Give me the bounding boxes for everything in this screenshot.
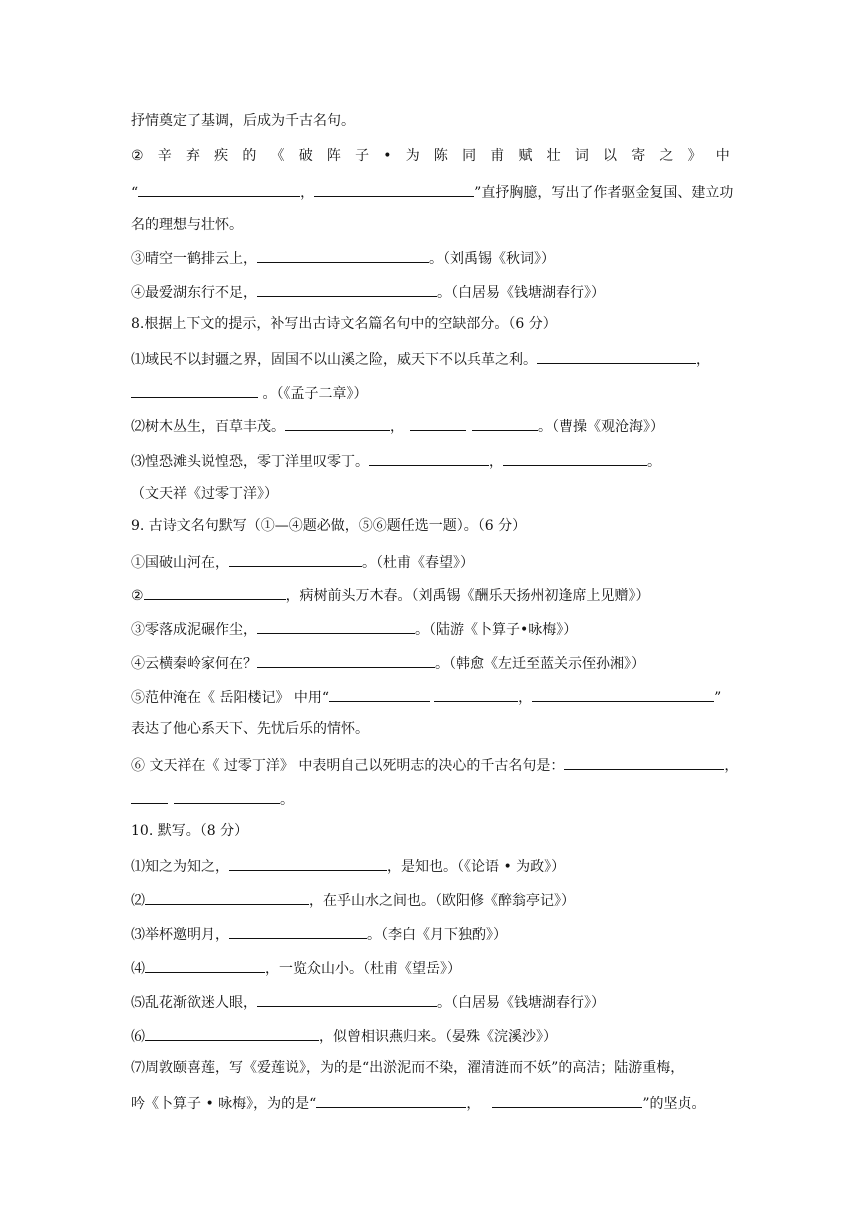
- line-text: ，是知也。（《论语 • 为政》）: [387, 859, 566, 875]
- line-char: 以: [603, 148, 618, 164]
- blank-field[interactable]: [145, 1025, 319, 1041]
- line-text: ⑶举杯邀明月，: [131, 927, 229, 943]
- text-line: [131, 215, 243, 235]
- fill-blank-line: [131, 181, 733, 203]
- fill-blank-line: [131, 348, 710, 370]
- blank-field[interactable]: [138, 181, 300, 197]
- line-text: ⑷: [131, 961, 145, 977]
- line-text: ④云横秦岭家何在？: [131, 656, 257, 672]
- line-text: ，病树前头万木春。（刘禹锡《酬乐天扬州初逢席上见赠》）: [285, 588, 650, 604]
- blank-field[interactable]: [492, 1092, 642, 1108]
- line-text: ⑺周敦颐喜莲，写《爱莲说》，为的是“出淤泥而不染，濯清涟而不妖”的高洁；陆游重梅，: [131, 1060, 685, 1076]
- line-text: （文天祥《过零丁洋》）: [131, 486, 278, 502]
- blank-field[interactable]: [257, 652, 435, 668]
- blank-field[interactable]: [314, 181, 474, 197]
- line-text: ②: [131, 588, 144, 604]
- blank-field[interactable]: [131, 382, 258, 398]
- blank-field[interactable]: [257, 281, 437, 297]
- text-line: [131, 484, 278, 504]
- fill-blank-line: [131, 450, 661, 472]
- blank-field[interactable]: [285, 415, 390, 431]
- fill-blank-line: [131, 686, 721, 708]
- line-text: ，一览众山小。（杜甫《望岳》）: [265, 961, 461, 977]
- blank-field[interactable]: [257, 618, 415, 634]
- blank-field[interactable]: [369, 450, 489, 466]
- line-text: 表达了他心系天下、先忧后乐的情怀。: [131, 721, 369, 737]
- line-char: 破: [298, 148, 313, 164]
- line-char: 词: [574, 148, 589, 164]
- fill-blank-line: [131, 415, 664, 437]
- blank-field[interactable]: [229, 923, 367, 939]
- line-text: ⑸乱花渐欲迷人眼，: [131, 995, 257, 1011]
- line-text: ，: [300, 185, 315, 201]
- question-heading: [131, 821, 248, 841]
- line-text: ⑥ 文天祥在《 过零丁洋》 中表明自己以死明志的决心的千古名句是：: [131, 758, 565, 774]
- fill-blank-line: [131, 754, 738, 776]
- line-char: 子: [355, 148, 370, 164]
- blank-field[interactable]: [472, 415, 538, 431]
- blank-field[interactable]: [537, 348, 696, 364]
- line-text: ③晴空一鹤排云上，: [131, 251, 257, 267]
- line-text: 10. 默写。（8 分）: [131, 823, 249, 839]
- line-char: 陈: [433, 148, 448, 164]
- line-text: 。: [647, 454, 661, 470]
- line-text: ”: [714, 690, 722, 706]
- fill-blank-line: [131, 855, 565, 877]
- line-text: ⑴知之为知之，: [131, 859, 229, 875]
- line-text: 8.根据上下文的提示，补写出古诗文名篇名句中的空缺部分。（6 分）: [131, 316, 557, 332]
- line-char: 的: [242, 148, 257, 164]
- line-text: 9. 古诗文名句默写（①—④题必做，⑤⑥题任选一题）。（6 分）: [131, 518, 527, 534]
- line-text: 。（李白《月下独酌》）: [367, 927, 507, 943]
- line-text: 。（杜甫《春望》）: [362, 555, 474, 571]
- line-text: 。（陆游《卜算子•咏梅》）: [415, 622, 578, 638]
- line-text: ”的坚贞。: [642, 1096, 706, 1112]
- line-char: 弃: [185, 148, 200, 164]
- line-text: ④最爱湖东行不足，: [131, 285, 257, 301]
- blank-field[interactable]: [131, 788, 168, 804]
- line-text: ①国破山河在，: [131, 555, 229, 571]
- line-text: 。（白居易《钱塘湖春行》）: [437, 995, 605, 1011]
- line-text: 。（韩愈《左迁至蓝关示侄孙湘》）: [435, 656, 645, 672]
- line-char: 辛: [157, 148, 172, 164]
- line-text: ，: [466, 1096, 481, 1112]
- fill-blank-line: [131, 1092, 706, 1114]
- fill-blank-line: [131, 551, 474, 573]
- line-text: 抒情奠定了基调，后成为千古名句。: [131, 113, 355, 129]
- line-char: 甫: [490, 148, 505, 164]
- line-text: ，: [724, 758, 739, 774]
- line-text: 。（白居易《钱塘湖春行》）: [437, 285, 605, 301]
- blank-field[interactable]: [532, 686, 714, 702]
- line-char: 赋: [518, 148, 533, 164]
- blank-field[interactable]: [174, 788, 280, 804]
- blank-field[interactable]: [564, 754, 724, 770]
- blank-field[interactable]: [316, 1092, 466, 1108]
- line-text: ，: [390, 419, 404, 435]
- text-line: [131, 111, 355, 131]
- question-heading: [131, 314, 557, 334]
- line-text: ，在乎山水之间也。（欧阳修《醉翁亭记》）: [309, 893, 575, 909]
- line-text: ⑹: [131, 1029, 145, 1045]
- line-text: ，似曾相识燕归来。（晏殊《浣溪沙》）: [319, 1029, 557, 1045]
- line-text: ”直抒胸臆，写出了作者驱金复国、建立功: [474, 185, 734, 201]
- line-char: 同: [462, 148, 477, 164]
- line-text: 吟《卜算子 • 咏梅》，为的是“: [131, 1096, 317, 1112]
- blank-field[interactable]: [229, 855, 387, 871]
- blank-field[interactable]: [329, 686, 430, 702]
- line-char: 中: [715, 148, 730, 164]
- fill-blank-line: [131, 889, 575, 911]
- line-text: 。（曹操《观沧海》）: [538, 419, 664, 435]
- line-char: •: [383, 148, 392, 164]
- blank-field[interactable]: [144, 584, 286, 600]
- blank-field[interactable]: [503, 450, 647, 466]
- fill-blank-line: [131, 1025, 557, 1047]
- fill-blank-line: [131, 584, 650, 606]
- line-text: 名的理想与壮怀。: [131, 217, 243, 233]
- line-char: 壮: [546, 148, 561, 164]
- fill-blank-line: [131, 247, 555, 269]
- line-text: ⑵树木丛生，百草丰茂。: [131, 419, 285, 435]
- line-text: ⑴域民不以封疆之界，固国不以山溪之险，威天下不以兵革之利。: [131, 352, 537, 368]
- line-text: ，: [696, 352, 710, 368]
- fill-blank-line: [131, 382, 367, 404]
- blank-field[interactable]: [257, 991, 437, 1007]
- fill-blank-line: [131, 281, 605, 303]
- line-text: ⑤范仲淹在《 岳阳楼记》 中用“: [131, 690, 330, 706]
- justified-line: [131, 146, 730, 166]
- line-text: ⑵: [131, 893, 145, 909]
- blank-field[interactable]: [229, 551, 362, 567]
- fill-blank-line: [131, 788, 294, 810]
- text-line: [131, 1058, 684, 1078]
- blank-field[interactable]: [257, 247, 429, 263]
- line-text: 。（《孟子二章》）: [258, 386, 368, 402]
- text-line: [131, 719, 369, 739]
- line-char: 之: [659, 148, 674, 164]
- line-char: ②: [131, 148, 144, 164]
- line-char: 》: [687, 148, 702, 164]
- fill-blank-line: [131, 957, 461, 979]
- blank-field[interactable]: [145, 957, 265, 973]
- line-char: 《: [270, 148, 285, 164]
- line-text: 。（刘禹锡《秋词》）: [429, 251, 555, 267]
- fill-blank-line: [131, 652, 645, 674]
- fill-blank-line: [131, 923, 507, 945]
- line-text: 。: [280, 792, 294, 808]
- line-char: 疾: [214, 148, 229, 164]
- line-char: 阵: [326, 148, 341, 164]
- question-heading: [131, 516, 526, 536]
- blank-field[interactable]: [145, 889, 309, 905]
- line-text: ③零落成泥碾作尘，: [131, 622, 257, 638]
- fill-blank-line: [131, 618, 577, 640]
- blank-field[interactable]: [434, 686, 518, 702]
- line-text: “: [131, 185, 139, 201]
- fill-blank-line: [131, 991, 605, 1013]
- line-text: ，: [518, 690, 533, 706]
- line-text: ⑶惶恐滩头说惶恐，零丁洋里叹零丁。: [131, 454, 369, 470]
- line-char: 寄: [631, 148, 646, 164]
- blank-field[interactable]: [410, 415, 466, 431]
- line-char: 为: [405, 148, 420, 164]
- line-text: ，: [489, 454, 503, 470]
